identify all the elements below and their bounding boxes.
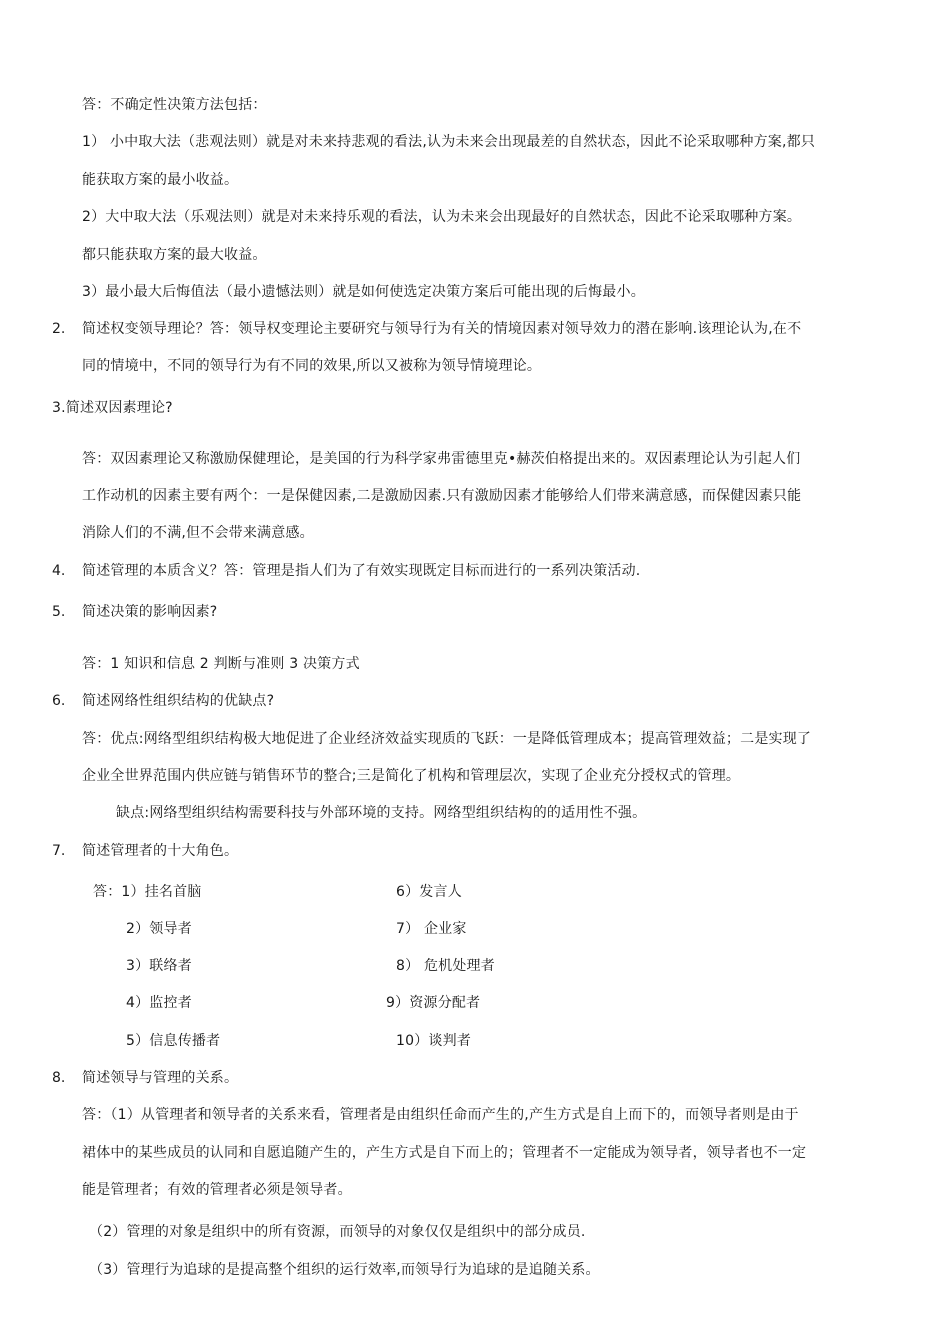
question-text: 简述权变领导理论？答：领导权变理论主要研究与领导行为有关的情境因素对领导效力的潜在影响.该理论认为,在不 (82, 321, 802, 337)
paragraph-line: 3）最小最大后悔值法（最小遗憾法则）就是如何使选定决策方案后可能出现的后悔最小。 (82, 284, 645, 300)
paragraph-line: （2）管理的对象是组织中的所有资源，而领导的对象仅仅是组织中的部分成员. (89, 1224, 586, 1240)
paragraph-line: 同的情境中，不同的领导行为有不同的效果,所以又被称为领导情境理论。 (82, 358, 542, 374)
role-item: 7） 企业家 (396, 921, 467, 937)
question-number: 4. (52, 563, 66, 579)
role-item: 答：1）挂名首脑 (93, 884, 202, 900)
question-number: 6. (52, 693, 66, 709)
paragraph-line: 答：双因素理论又称激励保健理论，是美国的行为科学家弗雷德里克•赫茨伯格提出来的。双因素理论认为引起人们 (82, 451, 801, 467)
role-item: 5）信息传播者 (126, 1033, 221, 1049)
role-item: 6）发言人 (396, 884, 462, 900)
role-item: 2）领导者 (126, 921, 192, 937)
paragraph-line: （3）管理行为追球的是提高整个组织的运行效率,而领导行为追球的是追随关系。 (89, 1262, 600, 1278)
role-item: 9）资源分配者 (386, 995, 481, 1011)
question-text: 简述管理者的十大角色。 (82, 843, 239, 859)
question-text: 简述领导与管理的关系。 (82, 1070, 239, 1086)
question-number: 8. (52, 1070, 66, 1086)
question-text: 简述决策的影响因素? (82, 604, 218, 620)
role-item: 4）监控者 (126, 995, 192, 1011)
question-text: 简述管理的本质含义？答：管理是指人们为了有效实现既定目标而进行的一系列决策活动. (82, 563, 641, 579)
paragraph-line: 答：1 知识和信息 2 判断与准则 3 决策方式 (82, 656, 360, 672)
question-text: 简述网络性组织结构的优缺点? (82, 693, 275, 709)
role-item: 10）谈判者 (396, 1033, 472, 1049)
paragraph-line: 2）大中取大法（乐观法则）就是对未来持乐观的看法，认为未来会出现最好的自然状态，因此不论采取哪种方案。 (82, 209, 802, 225)
paragraph-line: 能获取方案的最小收益。 (82, 172, 239, 188)
question-heading: 3.简述双因素理论? (52, 400, 173, 416)
paragraph-line: 能是管理者；有效的管理者必须是领导者。 (82, 1182, 352, 1198)
paragraph-line: 答：（1）从管理者和领导者的关系来看，管理者是由组织任命而产生的,产生方式是自上而下的，而领导者则是由于 (82, 1107, 799, 1123)
role-item: 8） 危机处理者 (396, 958, 495, 974)
question-number: 7. (52, 843, 66, 859)
paragraph-line: 缺点:网络型组织结构需要科技与外部环境的支持。网络型组织结构的的适用性不强。 (116, 805, 647, 821)
paragraph-line: 消除人们的不满,但不会带来满意感。 (82, 525, 314, 541)
paragraph-line: 企业全世界范围内供应链与销售环节的整合;三是简化了机构和管理层次，实现了企业充分授权式的管理。 (82, 768, 741, 784)
paragraph-line: 答：优点:网络型组织结构极大地促进了企业经济效益实现质的飞跃：一是降低管理成本；提高管理效益；二是实现了 (82, 731, 812, 747)
answer-heading: 答：不确定性决策方法包括： (82, 97, 267, 113)
paragraph-line: 工作动机的因素主要有两个：一是保健因素,二是激励因素.只有激励因素才能够给人们带来满意感，而保健因素只能 (82, 488, 802, 504)
role-item: 3）联络者 (126, 958, 192, 974)
paragraph-line: 裙体中的某些成员的认同和自愿追随产生的，产生方式是自下而上的；管理者不一定能成为领导者，领导者也不一定 (82, 1145, 807, 1161)
question-number: 5. (52, 604, 66, 620)
question-number: 2. (52, 321, 66, 337)
paragraph-line: 1） 小中取大法（悲观法则）就是对未来持悲观的看法,认为未来会出现最差的自然状态，因此不论采取哪种方案,都只 (82, 134, 816, 150)
paragraph-line: 都只能获取方案的最大收益。 (82, 247, 267, 263)
